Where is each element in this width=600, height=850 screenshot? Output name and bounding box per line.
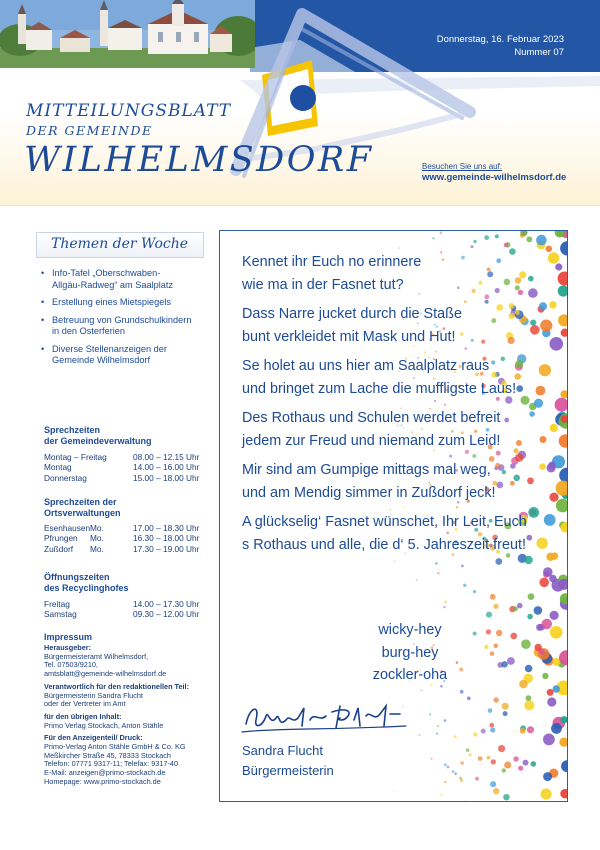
confetti-dot [547,689,554,696]
confetti-dot [503,794,509,800]
topic-item[interactable]: • Betreuung von Grundschulkindern in den Osterferien [40,315,210,338]
themen-heading-box [36,232,204,258]
confetti-dot [517,603,523,609]
confetti-dot [454,735,457,738]
fasnet-greeting-box [219,230,568,802]
confetti-dot [527,614,533,620]
impressum-block: Für den Anzeigenteil/ Druck: Primo-Verlag Anton Stähle GmbH & Co. KG Meßkircher Straße 45, 78333 Stockach Telefon: 07771 9317-11; Telefax: 9317-40 E-Mail: anzeigen@primo-stockach.de Homepage: www.primo-stockach.de [44,734,214,786]
topic-item[interactable]: • Erstellung eines Mietspiegels [40,297,210,309]
confetti-dot [429,713,431,715]
confetti-dot [531,761,537,767]
website-link[interactable]: www.gemeinde-wilhelmsdorf.de [422,172,567,183]
confetti-dot [444,601,446,603]
confetti-dot [561,716,568,723]
confetti-dot [473,240,476,243]
impressum-title: Impressum [44,632,93,642]
topic-item[interactable]: • Diverse Stellenanzeigen der Gemeinde Wilhelmsdorf [40,344,210,367]
poem-stanza: Des Rothaus und Schulen werdet befreit jedem zur Freud und niemand zum Leid! [242,410,501,449]
confetti-dot [498,745,505,752]
confetti-dot [525,665,533,673]
confetti-dot [494,697,499,702]
confetti-dot [444,781,446,783]
masthead-title: WILHELMSDORF [24,140,374,180]
confetti-dot [437,725,439,727]
table-row: Esenhausen Mo. 17.00 – 18.30 Uhr [44,523,200,533]
confetti-dot [527,726,534,733]
confetti-dot [561,760,568,772]
confetti-dot [550,611,559,620]
confetti-dot [490,781,496,787]
confetti-dot [542,619,552,629]
confetti-dot [519,680,528,689]
confetti-dot [461,565,464,568]
office-hours-table [44,452,214,483]
topics-list [40,268,210,373]
confetti-dot [528,593,535,600]
confetti-dot [473,590,476,593]
confetti-dot [484,645,488,649]
confetti-dot [481,729,486,734]
fasnet-poem [242,251,562,563]
confetti-dot [489,723,494,728]
confetti-dot [510,633,517,640]
table-row: Samstag 09.30 – 12.00 Uhr [44,609,200,620]
confetti-dot [502,768,506,772]
confetti-dot [436,733,438,735]
confetti-dot [536,235,547,246]
confetti-dot [491,759,496,764]
confetti-dot [461,761,464,764]
confetti-dot [475,777,479,781]
confetti-dot [437,572,439,574]
confetti-dot [543,772,552,781]
confetti-dot [535,644,542,651]
local-office-hours-table [44,523,214,554]
poem-stanza: Dass Narre jucket durch die Staße bunt verkleidet mit Mask und Hut! [242,306,462,345]
confetti-dot [490,651,495,656]
table-row: Pfrungen Mo. 16.30 – 18.00 Uhr [44,533,200,544]
confetti-dot [416,579,418,581]
confetti-dot [466,748,470,752]
confetti-dot [559,738,568,747]
confetti-dot [523,760,529,766]
confetti-dot [541,789,552,800]
confetti-dot [547,697,556,706]
table-row: Donnerstag 15.00 – 18.00 Uhr [44,472,200,483]
fasnet-chant: wicky-hey burg-hey zockler-oha [372,622,448,683]
confetti-dot [495,234,499,238]
confetti-dot [542,673,548,679]
confetti-dot [440,231,443,234]
confetti-dot [486,629,491,634]
email-link[interactable]: amtsblatt@gemeinde-wilhelmsdorf.de [44,669,167,679]
confetti-dot [488,708,493,713]
homepage-link[interactable]: Homepage: www.primo-stockach.de [44,776,161,786]
confetti-dot [486,612,492,618]
confetti-dot [463,584,466,587]
table-row: Montag – Freitag 08.00 – 12.15 Uhr [44,452,200,462]
poem-stanza: Mir sind am Gumpige mittags mal weg, und am Mendig simmer in Zußdorf jeck! [242,462,496,501]
confetti-dot [398,247,400,249]
confetti-dot [478,756,483,761]
confetti-dot [553,685,560,692]
village-photo [0,0,255,68]
confetti-dot [421,690,423,692]
recycling-hours-heading: Öffnungszeiten des Recyclinghofes [44,572,129,593]
confetti-dot [526,695,532,701]
confetti-dot [550,626,563,639]
header-divider [0,205,600,206]
confetti-dot [432,237,434,239]
confetti-dot [524,700,534,710]
confetti-dot [444,719,447,722]
confetti-dot [464,801,467,802]
confetti-dot [493,788,499,794]
masthead-subtitle: MITTEILUNGSBLATT [26,101,232,121]
confetti-dot [440,794,442,796]
confetti-dot [454,772,457,775]
confetti-dot [507,657,515,665]
email-link[interactable]: E-Mail: anzeigen@primo-stockach.de [44,768,166,778]
office-hours-heading: Sprechzeiten der Gemeindeverwaltung [44,425,152,446]
confetti-dot [501,661,507,667]
confetti-dot [518,766,523,771]
confetti-dot [490,594,496,600]
confetti-dot [493,604,498,609]
confetti-dot [520,728,526,734]
poem-stanza: Se holet au uns hier am Saalplatz raus und bringet zum Lache die muffligste Laus! [242,358,517,397]
confetti-dot [393,790,395,792]
confetti-dot [504,243,509,248]
confetti-dot [467,697,471,701]
confetti-dot [490,727,495,732]
confetti-dot [534,606,543,615]
signer [242,741,334,781]
confetti-dot [543,734,555,746]
confetti-dot [513,756,518,761]
confetti-dot [551,723,562,734]
signature-icon [240,698,410,738]
local-office-hours-heading: Sprechzeiten der Ortsverwaltungen [44,497,121,518]
impressum [44,632,214,791]
issue-date: Donnerstag, 16. Februar 2023 [436,34,564,45]
confetti-dot [471,245,474,248]
poem-stanza: Kennet ihr Euch no erinnere wie ma in der Fasnet tut? [242,254,422,293]
table-row: Montag 14.00 – 16.00 Uhr [44,462,200,473]
themen-heading: Themen der Woche [51,236,189,252]
confetti-dot [443,606,445,608]
issue-number: Nummer 07 [514,47,564,58]
confetti-dot [430,758,432,760]
table-row: Freitag 14.00 – 17.30 Uhr [44,599,200,609]
confetti-dot [447,766,450,769]
confetti-dot [444,763,447,766]
impressum-block: Verantwortlich für den redaktionellen Teil: Bürgermeisterin Sandra Flucht oder der Vertreter im Amt [44,681,190,709]
confetti-dot [473,732,477,736]
confetti-dot [452,770,455,773]
confetti-dot [494,644,499,649]
confetti-dot [487,756,491,760]
topic-item[interactable]: • Info-Tafel „Oberschwaben- Allgäu-Radweg“ am Saalplatz [40,268,210,291]
confetti-dot [469,753,472,756]
recycling-hours-table [44,599,214,620]
confetti-dot [503,711,508,716]
masthead [0,0,600,205]
confetti-dot [504,762,511,769]
confetti-dot [419,734,421,736]
signer-name: Sandra Flucht [242,743,323,758]
website-label: Besuchen Sie uns auf: [422,162,503,171]
masthead-subtitle-2: DER GEMEINDE [26,123,153,138]
confetti-dot [502,703,509,710]
confetti-dot [539,578,549,588]
confetti-dot [484,235,489,240]
confetti-dot [513,606,518,611]
confetti-dot [560,789,568,799]
confetti-dot [543,567,553,577]
confetti-dot [496,630,502,636]
impressum-block: für den übrigen Inhalt: Primo Verlag Stockach, Anton Stähle [44,711,164,730]
table-row: Zußdorf Mo. 17.30 – 19.00 Uhr [44,543,200,554]
confetti-dot [460,690,464,694]
impressum-block: Herausgeber: Bürgermeisteramt Wilhelmsdorf, Tel. 07503/9210, amtsblatt@gemeinde-wilhelmsdorf.de [44,644,214,679]
confetti-dot [460,779,463,782]
poem-stanza: A glückselig‘ Fasnet wünschet, Ihr Leit, Euch s Rothaus und alle, die d‘ 5. Jahreszeit freut! [242,514,527,553]
confetti-dot [526,236,532,242]
signer-role: Bürgermeisterin [242,763,334,778]
confetti-dot [521,639,531,649]
